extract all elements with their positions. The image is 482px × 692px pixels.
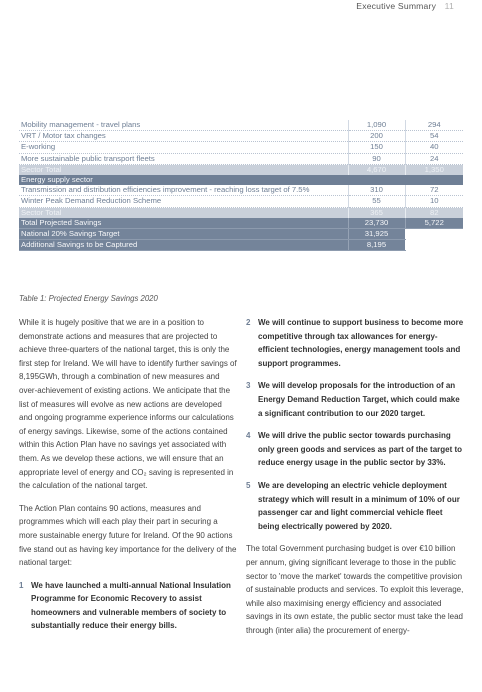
gwh-value: 365 [348, 207, 405, 218]
row-label: Mobility management - travel plans [19, 120, 348, 131]
key-action-text: We will develop proposals for the introduction of an Energy Demand Reduction Target, which could make a significant contribution to our 2020 target. [258, 381, 460, 418]
row-label: Sector Total [19, 207, 348, 218]
body-paragraph: While it is hugely positive that we are in a position to demonstrate actions and measures that are projected to achieve three-quarters of the national target, this is only the first step for Ireland. We will have to identify further savings of 8,195GWh, through a combination of new measures and over-achievement of existing actions. We anticipate that the list of measures will evolve as new actions are developed and ongoing programme experience informs our calculations of energy savings. Likewise, some of the actions contained within this Action Plan have no savings yet associated with them. As we develop these actions, we will ensure that an appropriate level of energy and CO₂ saving is represented in the calculation of the national target. [19, 318, 237, 491]
section-label: Energy supply sector [19, 175, 463, 185]
table-row [19, 196, 463, 207]
key-action-item [246, 429, 464, 470]
table-section-header [19, 175, 463, 185]
right-text-column [246, 316, 464, 646]
gwh-value: 31,925 [348, 229, 405, 240]
key-action-number: 2 [246, 318, 251, 327]
table-row [19, 153, 463, 164]
key-action-text: We are developing an electric vehicle deployment strategy which will result in a minimum of 10% of our passenger car and light commercial vehicle fleet being electrically powered by 2020. [258, 480, 460, 531]
co2-value: 54 [405, 131, 463, 142]
gwh-value: 200 [348, 131, 405, 142]
co2-value: 24 [405, 153, 463, 164]
key-action-text: We will drive the public sector towards purchasing only green goods and services as part of the target to reduce energy usage in the public sector by 33%. [258, 431, 463, 468]
row-label: Total Projected Savings [19, 218, 348, 229]
key-action-item [246, 316, 464, 370]
row-label: Winter Peak Demand Reduction Scheme [19, 196, 348, 207]
gwh-value: 8,195 [348, 240, 405, 251]
left-text-column [19, 316, 237, 642]
energy-savings-table [19, 120, 463, 251]
co2-value: 1,350 [405, 164, 463, 175]
key-action-number: 4 [246, 431, 251, 441]
gwh-value: 150 [348, 142, 405, 153]
table-row [19, 240, 463, 251]
key-action-text: We have launched a multi-annual National Insulation Programme for Economic Recovery to assist homeowners and vulnerable members of society to substantially reduce their energy bills. [31, 580, 231, 631]
row-label: Sector Total [19, 164, 348, 175]
co2-value: 5,722 [405, 218, 463, 229]
row-label: Additional Savings to be Captured [19, 240, 348, 251]
table-row [19, 120, 463, 131]
gwh-value: 55 [348, 196, 405, 207]
key-action-item [246, 379, 464, 420]
gwh-value: 1,090 [348, 120, 405, 131]
key-action-text: We will continue to support business to become more competitive through tax allowances for energy-efficient technologies, energy management tools and support programmes. [258, 318, 464, 368]
co2-value: 294 [405, 120, 463, 131]
gwh-value: 23,730 [348, 218, 405, 229]
co2-value: 10 [405, 196, 463, 207]
table-row [19, 207, 463, 218]
key-action-item [19, 579, 237, 633]
body-paragraph: The Action Plan contains 90 actions, measures and programmes which will each play their part in securing a more sustainable energy future for Ireland. Of the 90 actions five stand out as having key importance for the delivery of the national target: [19, 503, 237, 568]
table-row [19, 185, 463, 196]
co2-value: 82 [405, 207, 463, 218]
table-body [19, 120, 463, 251]
row-label: National 20% Savings Target [19, 229, 348, 240]
co2-value [405, 229, 463, 240]
key-action-item [246, 479, 464, 533]
page-header [356, 1, 454, 11]
table-row [19, 229, 463, 240]
co2-value [405, 240, 463, 251]
key-action-number: 5 [246, 480, 251, 490]
key-action-number: 1 [19, 580, 24, 590]
table-row [19, 142, 463, 153]
table-caption: Table 1: Projected Energy Savings 2020 [19, 294, 158, 303]
gwh-value: 310 [348, 185, 405, 196]
key-action-number: 3 [246, 381, 251, 391]
page-header-title: Executive Summary [356, 1, 437, 11]
row-label: More sustainable public transport fleets [19, 153, 348, 164]
table-row [19, 131, 463, 142]
table-row [19, 218, 463, 229]
row-label: VRT / Motor tax changes [19, 131, 348, 142]
row-label: E-working [19, 142, 348, 153]
gwh-value: 90 [348, 153, 405, 164]
table-row [19, 164, 463, 175]
body-paragraph: The total Government purchasing budget is over €10 billion per annum, giving significant leverage to those in the public sector to 'move the market' towards the competitive provision of sustainable products and services. To exploit this leverage, while also maximising energy efficiency and associated savings in its own estate, the public sector must take the lead through (inter alia) the procurement of energy- [246, 544, 464, 635]
co2-value: 72 [405, 185, 463, 196]
row-label: Transmission and distribution efficiencies improvement - reaching loss target of 7.5% [19, 185, 348, 196]
co2-value: 40 [405, 142, 463, 153]
page-number: 11 [444, 1, 454, 11]
gwh-value: 4,670 [348, 164, 405, 175]
